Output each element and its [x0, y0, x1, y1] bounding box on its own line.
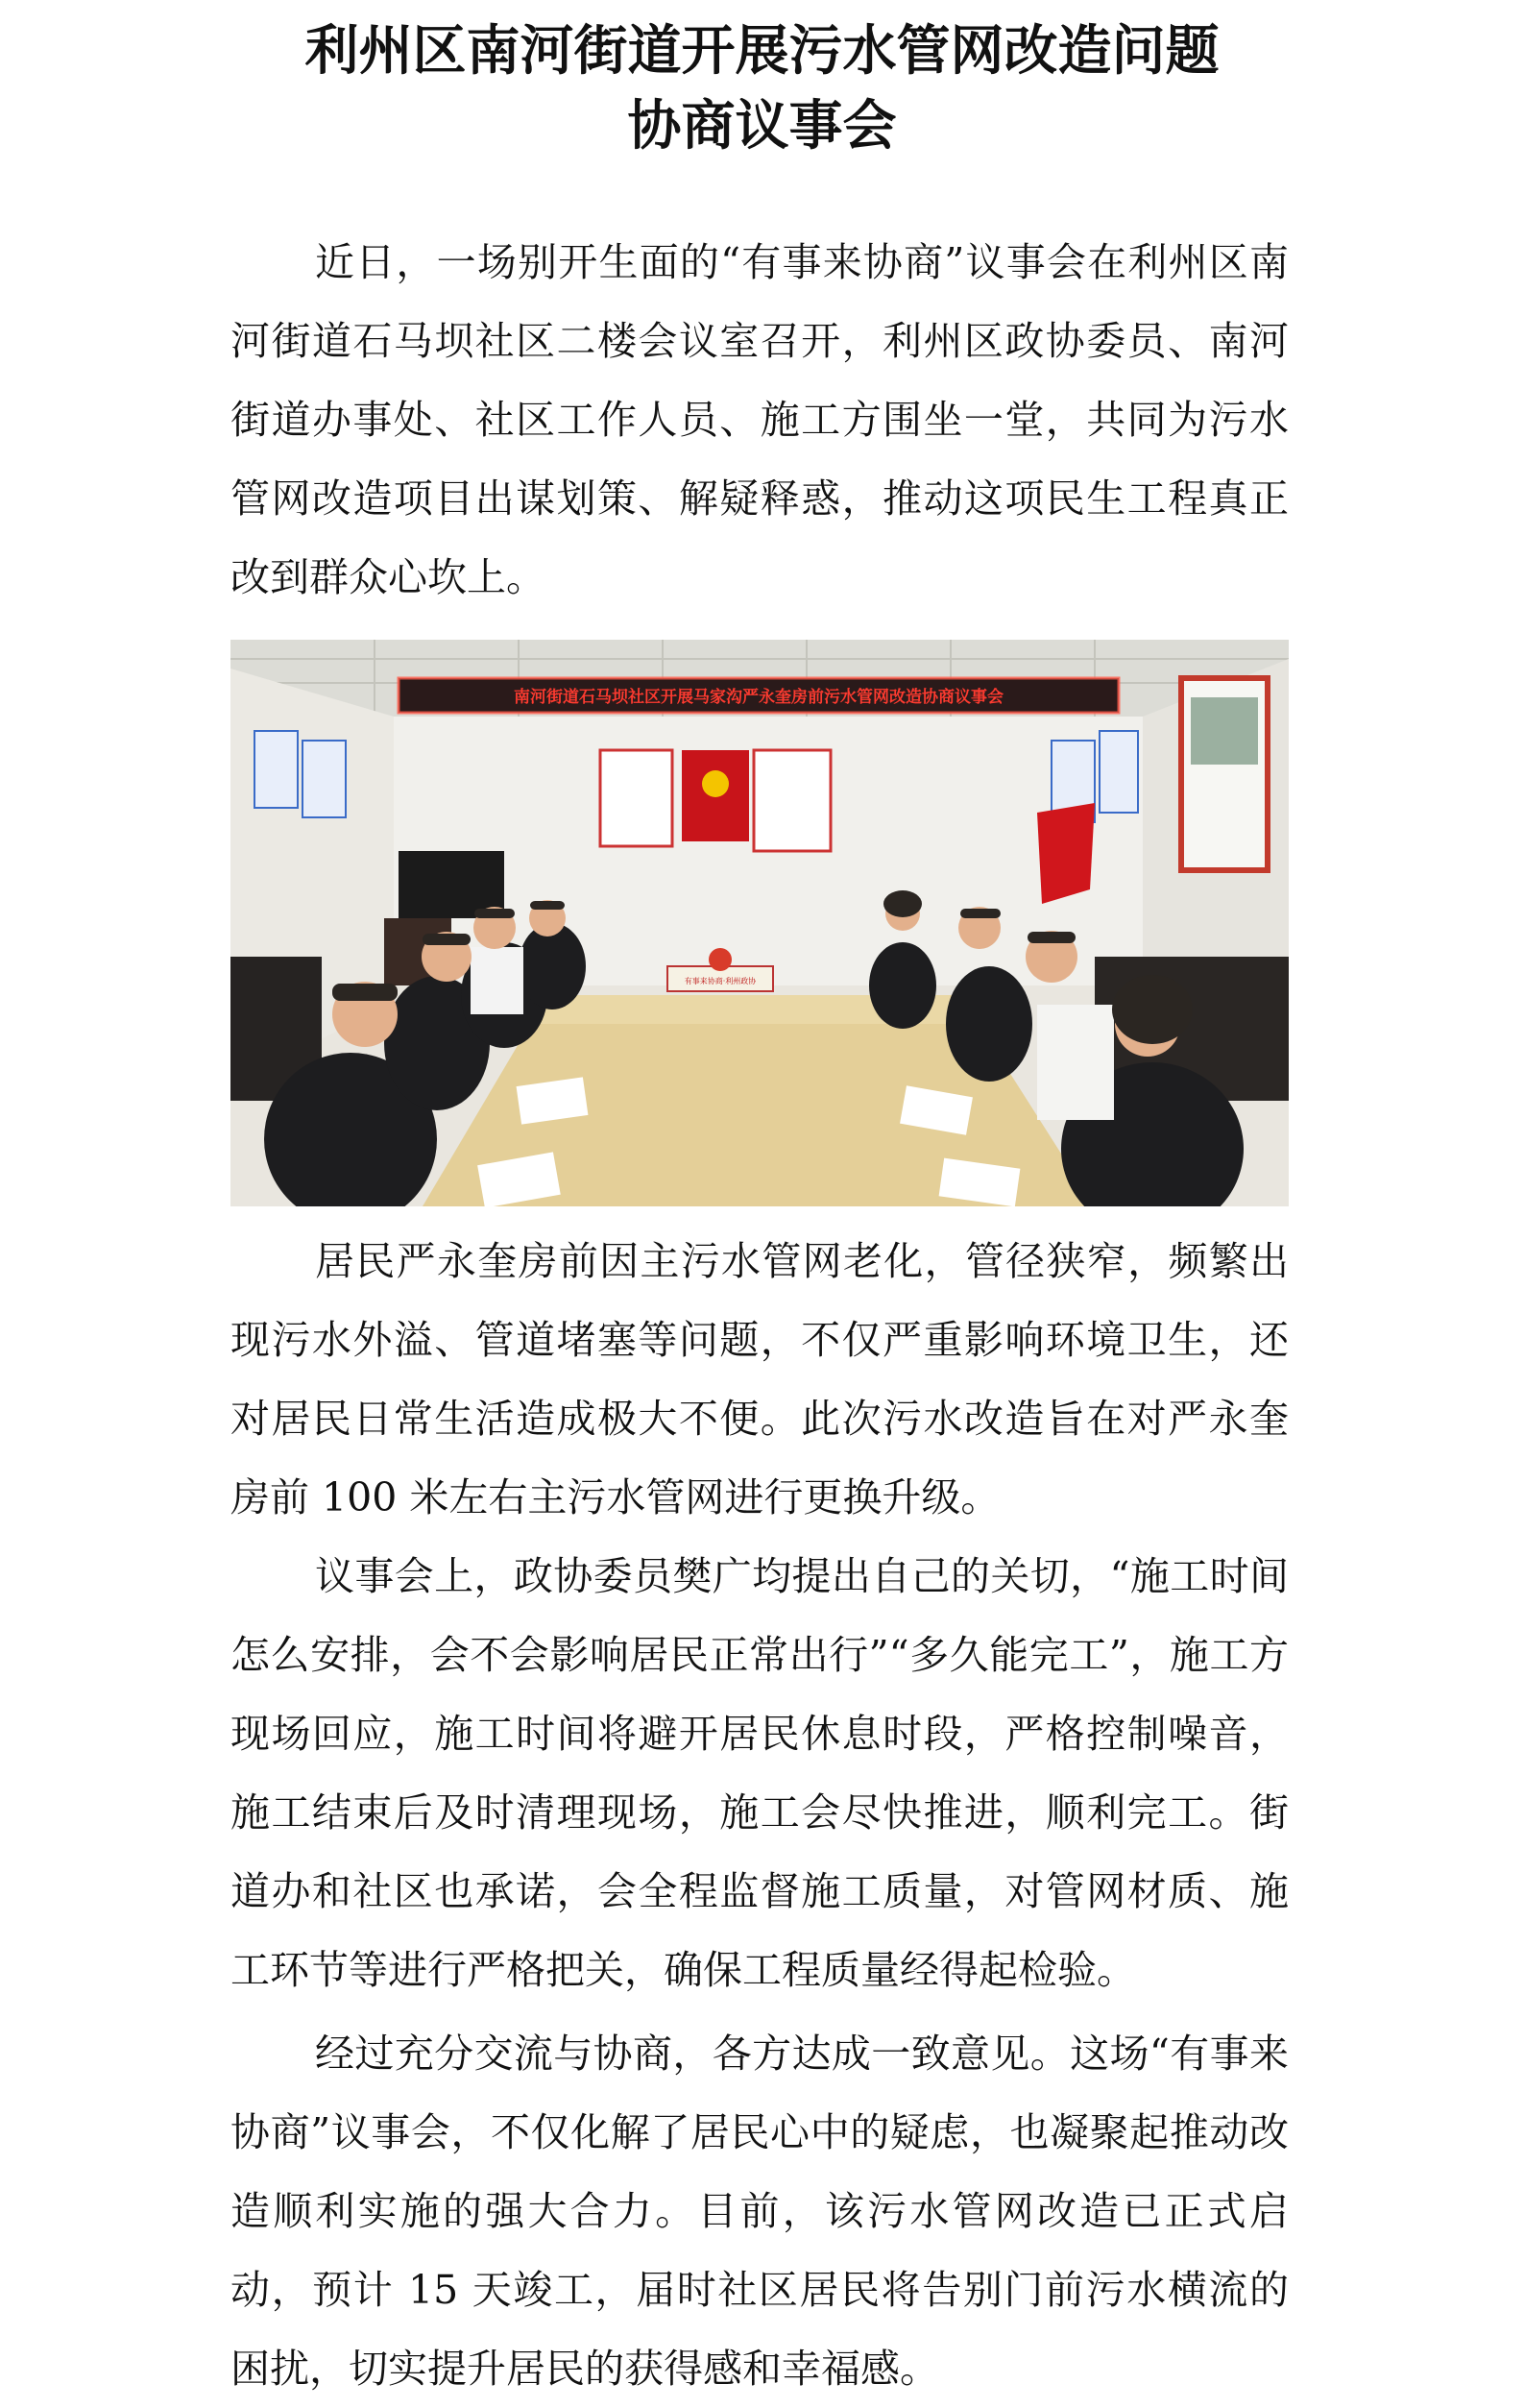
paragraph-4: 经过充分交流与协商，各方达成一致意见。这场“有事来协商”议事会，不仅化解了居民心中的疑虑，也凝聚起推动改造顺利实施的强大合力。目前，该污水管网改造已正式启动，预计 15 天竣工，届时社区居民将告别门前污水横流的困扰，切实提升居民的获得感和幸福感。	[230, 2031, 1289, 2392]
title-line-2: 协商议事会	[627, 94, 897, 158]
paragraph-2: 居民严永奎房前因主污水管网老化，管径狭窄，频繁出现污水外溢、管道堵塞等问题，不仅严重影响环境卫生，还对居民日常生活造成极大不便。此次污水改造旨在对严永奎房前 100 米左右主污水管网进行更换升级。	[230, 1238, 1289, 1520]
desk-sign-text: 有事来协商·利州政协	[684, 977, 757, 985]
paragraph-1: 近日，一场别开生面的“有事来协商”议事会在利州区南河街道石马坝社区二楼会议室召开，利州区政协委员、南河街道办事处、社区工作人员、施工方围坐一堂，共同为污水管网改造项目出谋划策、解疑释惑，推动这项民生工程真正改到群众心坎上。	[230, 239, 1289, 600]
meeting-photo	[230, 640, 1289, 1206]
paragraph-3: 议事会上，政协委员樊广均提出自己的关切，“施工时间怎么安排，会不会影响居民正常出行”“多久能完工”，施工方现场回应，施工时间将避开居民休息时段，严格控制噪音，施工结束后及时清理现场，施工会尽快推进，顺利完工。街道办和社区也承诺，会全程监督施工质量，对管网材质、施工环节等进行严格把关，确保工程质量经得起检验。	[230, 1553, 1289, 1993]
led-banner-text: 南河街道石马坝社区开展马家沟严永奎房前污水管网改造协商议事会	[514, 688, 1004, 707]
article-title	[0, 0, 1524, 163]
title-line-1: 利州区南河街道开展污水管网改造问题	[304, 19, 1220, 83]
